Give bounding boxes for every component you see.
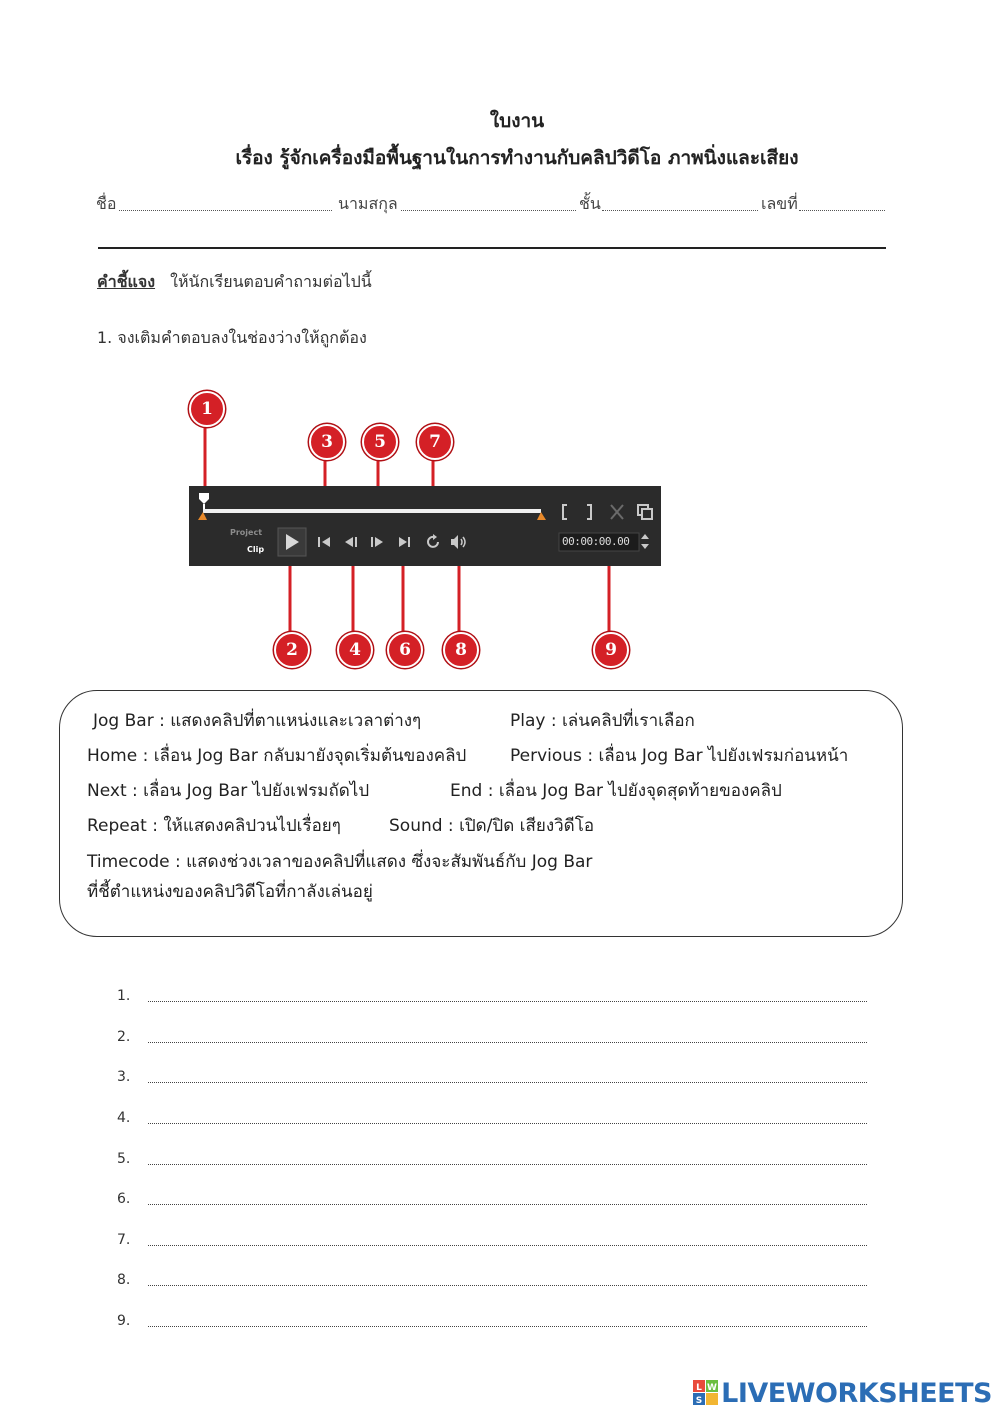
callout-2: 2 xyxy=(274,632,310,668)
answer-row[interactable] xyxy=(117,1151,867,1171)
page-title: ใบงาน xyxy=(489,110,545,132)
answer-blank[interactable] xyxy=(148,1123,867,1124)
answer-blank[interactable] xyxy=(148,1001,867,1002)
definition-home: Home : เลื่อน Jog Bar กลับมายังจุดเริ่มต้นของคลิป xyxy=(87,746,467,766)
sound-icon xyxy=(451,535,465,549)
liveworksheets-brand: LIVEWORKSHEETS xyxy=(721,1377,992,1409)
definitions-box xyxy=(59,690,903,937)
answer-number: 3. xyxy=(117,1069,131,1085)
callout-1: 1 xyxy=(189,391,225,427)
callout-9: 9 xyxy=(593,632,629,668)
liveworksheets-badge-icon xyxy=(693,1380,719,1406)
answer-blank[interactable] xyxy=(148,1245,867,1246)
liveworksheets-logo xyxy=(693,1376,992,1410)
page-subtitle: เรื่อง รู้จักเครื่องมือพื้นฐานในการทำงานกับคลิปวิดีโอ ภาพนิ่งและเสียง xyxy=(235,147,799,169)
surname-label: นามสกุล xyxy=(338,194,398,213)
cut-icon xyxy=(611,505,623,519)
badge-letter-s: S xyxy=(695,1396,703,1406)
answer-number: 4. xyxy=(117,1110,131,1126)
trim-start-marker xyxy=(198,512,207,520)
timecode-up-icon xyxy=(641,534,649,539)
answer-number: 8. xyxy=(117,1272,131,1288)
definition-next: Next : เลื่อน Jog Bar ไปยังเฟรมถัดไป xyxy=(87,781,370,801)
answer-blank[interactable] xyxy=(148,1326,867,1327)
answer-number: 7. xyxy=(117,1232,131,1248)
answer-row[interactable] xyxy=(117,1272,867,1292)
end-icon xyxy=(399,537,410,547)
callout-5: 5 xyxy=(362,424,398,460)
definition-end: End : เลื่อน Jog Bar ไปยังจุดสุดท้ายของคลิป xyxy=(450,781,782,801)
answer-blank[interactable] xyxy=(148,1164,867,1165)
answer-row[interactable] xyxy=(117,1069,867,1089)
definition-sound: Sound : เปิด/ปิด เสียงวิดีโอ xyxy=(389,816,595,836)
instruction-text: ให้นักเรียนตอบคำถามต่อไปนี้ xyxy=(170,272,372,291)
callout-6: 6 xyxy=(387,632,423,668)
next-frame-icon xyxy=(371,537,383,547)
answer-number: 1. xyxy=(117,988,131,1004)
definition-jog-bar: Jog Bar : แสดงคลิปที่ตาแหน่งและเวลาต่างๆ xyxy=(93,711,422,731)
timecode-value[interactable]: 00:00:00.00 xyxy=(562,535,630,548)
answer-row[interactable] xyxy=(117,1110,867,1130)
definition-timecode-cont: ที่ชี้ตำแหน่งของคลิปวิดีโอที่กาลังเล่นอยู่ xyxy=(87,882,373,902)
answer-number: 6. xyxy=(117,1191,131,1207)
mark-out-icon xyxy=(587,505,591,519)
answer-number: 2. xyxy=(117,1029,131,1045)
grade-label: ชั้น xyxy=(579,194,601,213)
trim-end-marker xyxy=(537,512,546,520)
repeat-icon xyxy=(428,534,438,547)
timecode-down-icon xyxy=(641,544,649,549)
badge-letter-l: L xyxy=(696,1383,703,1393)
definition-play: Play : เล่นคลิปที่เราเลือก xyxy=(510,711,695,731)
question-1: 1. จงเติมคำตอบลงในช่องว่างให้ถูกต้อง xyxy=(97,328,367,347)
callout-4: 4 xyxy=(337,632,373,668)
jog-bar-marker-icon xyxy=(199,493,209,504)
mark-in-icon xyxy=(563,505,567,519)
definition-previous: Pervious : เลื่อน Jog Bar ไปยังเฟรมก่อนหน้า xyxy=(510,746,849,766)
answer-row[interactable] xyxy=(117,988,867,1008)
jog-bar-track xyxy=(203,509,541,513)
answer-blank[interactable] xyxy=(148,1204,867,1205)
number-label: เลขที่ xyxy=(761,194,798,213)
project-label[interactable]: Project xyxy=(230,528,263,537)
callout-arrows xyxy=(0,0,1000,700)
callout-7: 7 xyxy=(417,424,453,460)
name-label: ชื่อ xyxy=(96,194,117,213)
callout-8: 8 xyxy=(443,632,479,668)
instruction-label: คำชี้แจง xyxy=(97,272,156,291)
definition-repeat: Repeat : ให้แสดงคลิปวนไปเรื่อยๆ xyxy=(87,816,341,836)
definition-timecode: Timecode : แสดงช่วงเวลาของคลิปที่แสดง ซึ่งจะสัมพันธ์กับ Jog Bar xyxy=(87,852,593,872)
copy-icon xyxy=(638,505,652,519)
home-icon xyxy=(318,537,330,547)
answer-number: 9. xyxy=(117,1313,131,1329)
badge-letter-w: W xyxy=(707,1383,718,1393)
answer-blank[interactable] xyxy=(148,1082,867,1083)
video-player-controls xyxy=(189,486,661,566)
answer-row[interactable] xyxy=(117,1191,867,1211)
previous-frame-icon xyxy=(345,537,357,547)
answer-number: 5. xyxy=(117,1151,131,1167)
answer-row[interactable] xyxy=(117,1029,867,1049)
answer-row[interactable] xyxy=(117,1232,867,1252)
callout-3: 3 xyxy=(309,424,345,460)
answer-blank[interactable] xyxy=(148,1285,867,1286)
clip-label[interactable]: Clip xyxy=(247,545,265,554)
answer-row[interactable] xyxy=(117,1313,867,1333)
answer-blank[interactable] xyxy=(148,1042,867,1043)
